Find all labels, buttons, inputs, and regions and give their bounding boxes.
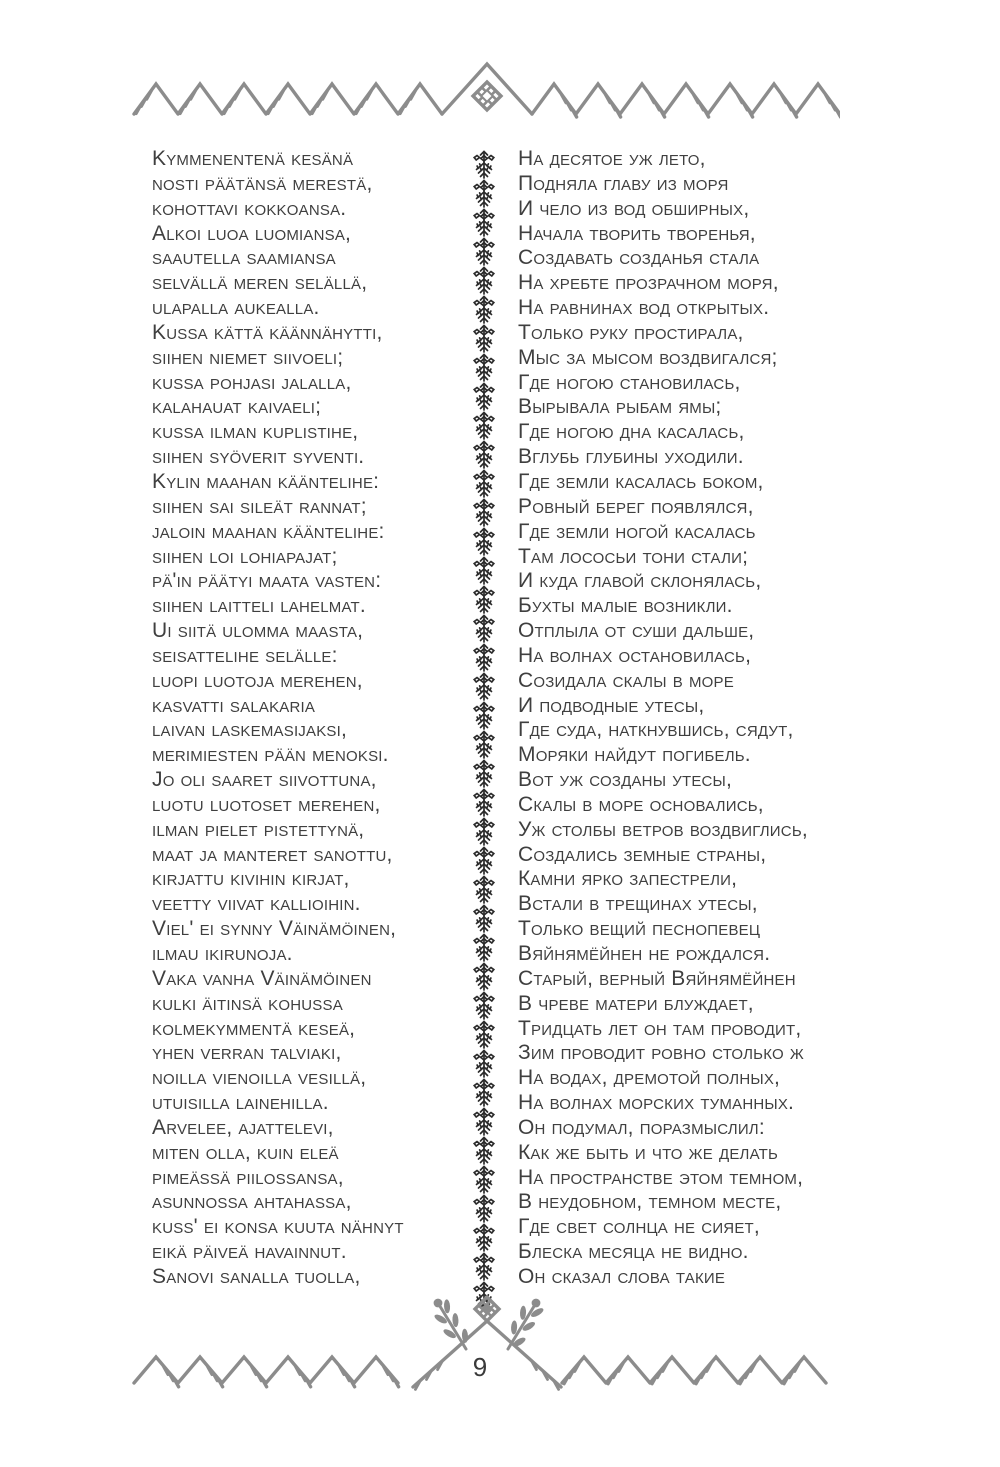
verse-line: Мыс за мысом воздвигался;	[518, 345, 778, 369]
tree-of-life-icon	[471, 411, 497, 440]
tree-of-life-icon	[471, 1165, 497, 1194]
verse-line: maat ja manteret sanottu,	[152, 842, 393, 866]
verse-line: kuss' ei konsa kuuta nähnyt	[152, 1215, 404, 1239]
verse-line: asunnossa ahtahassa,	[152, 1190, 352, 1214]
verse-line: kussa ilman kuplistihe,	[152, 420, 359, 444]
tree-of-life-icon	[471, 1049, 497, 1078]
verse-line: На пространстве этом темном,	[518, 1165, 804, 1189]
tree-of-life-icon	[471, 933, 497, 962]
tree-of-life-icon	[471, 266, 497, 295]
verse-line: luotu luotoset merehen,	[152, 792, 381, 816]
verse-line: Встали в трещинах утесы,	[518, 892, 758, 916]
verse-line: utuisilla lainehilla.	[152, 1091, 329, 1115]
verse-line: Вяйнямёйнен не рождался.	[518, 942, 771, 965]
verse-line: kussa pohjasi jalalla,	[152, 370, 352, 394]
tree-of-life-icon	[471, 382, 497, 411]
verse-line: На волнах морских туманных.	[518, 1091, 795, 1115]
verse-line: Блеска месяца не видно.	[518, 1240, 749, 1264]
verse-line: Он подумал, поразмыслил:	[518, 1115, 765, 1139]
verse-line: На десятое уж лето,	[518, 147, 706, 170]
verse-line: miten olla, kuin eleä	[152, 1140, 339, 1164]
verse-line: noilla vienoilla vesillä,	[152, 1066, 367, 1090]
verse-line: Alkoi luoa luomiansa,	[152, 221, 352, 245]
tree-of-life-icon	[471, 904, 497, 933]
verse-line: Создавать созданья стала	[518, 246, 760, 270]
russian-verse-column	[518, 147, 888, 1290]
verse-line: Kymmenentenä kesänä	[152, 147, 354, 170]
verse-line: yhen verran talviaki,	[152, 1041, 342, 1065]
verse-line: siihen syöverit syventi.	[152, 445, 365, 469]
verse-line: siihen laitteli lahelmat.	[152, 594, 366, 618]
tree-of-life-icon	[471, 672, 497, 701]
tree-of-life-icon	[471, 643, 497, 672]
tree-of-life-icon	[471, 1136, 497, 1165]
verse-line: kulki äitinsä kohussa	[152, 991, 343, 1015]
tree-of-life-icon	[471, 527, 497, 556]
verse-line: На хребте прозрачном моря,	[518, 271, 779, 295]
verse-line: Где ногою дна касалась,	[518, 420, 745, 444]
verse-line: ilmau ikirunoja.	[152, 942, 293, 965]
verse-line: Где ногою становилась,	[518, 370, 741, 394]
verse-line: Скалы в море основались,	[518, 792, 764, 816]
verse-line: Отплыла от суши дальше,	[518, 619, 755, 643]
verse-line: Vaka vanha Väinämöinen	[152, 966, 372, 990]
tree-of-life-icon	[471, 817, 497, 846]
tree-of-life-icon	[471, 614, 497, 643]
verse-line: seisattelihe selälle:	[152, 643, 338, 667]
tree-of-life-icon	[471, 324, 497, 353]
verse-line: И подводные утесы,	[518, 693, 705, 717]
tree-of-life-icon	[471, 730, 497, 759]
verse-line: Камни ярко запестрели,	[518, 867, 738, 891]
verse-line: ilman pielet pistettynä,	[152, 817, 365, 841]
verse-line: kasvatti salakaria	[152, 693, 316, 717]
tree-of-life-icon	[471, 295, 497, 324]
finnish-verse-column	[152, 147, 482, 1290]
verse-line: merimiesten pään menoksi.	[152, 743, 389, 767]
verse-line: siihen niemet siivoeli;	[152, 345, 344, 369]
verse-line: На волнах остановилась,	[518, 643, 752, 667]
verse-line: kirjattu kivihin kirjat,	[152, 867, 350, 891]
verse-line: laivan laskemasijaksi,	[152, 718, 348, 742]
verse-line: veetty viivat kallioihin.	[152, 892, 361, 916]
verse-line: Начала творить творенья,	[518, 221, 756, 245]
verse-line: Где земли касалась боком,	[518, 469, 764, 493]
verse-line: kohottavi kokkoansa.	[152, 196, 347, 220]
verse-line: Где свет солнца не сияет,	[518, 1215, 760, 1239]
verse-line: Моряки найдут погибель.	[518, 743, 751, 767]
verse-line: eikä päiveä havainnut.	[152, 1240, 347, 1264]
tree-of-life-icon	[471, 846, 497, 875]
tree-of-life-icon	[471, 1194, 497, 1223]
verse-line: Тридцать лет он там проводит,	[518, 1016, 802, 1040]
tree-of-life-icon	[471, 1252, 497, 1281]
tree-of-life-icon	[471, 1107, 497, 1136]
tree-of-life-icon	[471, 150, 497, 179]
verse-line: nosti päätänsä merestä,	[152, 171, 373, 195]
verse-line: Kussa kättä käännähytti,	[152, 320, 383, 344]
tree-of-life-icon	[471, 962, 497, 991]
verse-line: Бухты малые возникли.	[518, 594, 733, 618]
verse-line: Уж столбы ветров воздвиглись,	[518, 817, 808, 841]
top-border-ornament	[120, 56, 840, 136]
tree-of-life-icon	[471, 585, 497, 614]
verse-line: Ui siitä ulomma maasta,	[152, 619, 364, 643]
verse-line: Создались земные страны,	[518, 842, 767, 866]
tree-of-life-icon	[471, 556, 497, 585]
tree-of-life-icon	[471, 179, 497, 208]
tree-of-life-icon	[471, 1223, 497, 1252]
verse-line: luopi luotoja merehen,	[152, 668, 363, 692]
page-number: 9	[472, 1352, 488, 1382]
verse-line: saautella saamiansa	[152, 246, 336, 270]
verse-line: Старый, верный Вяйнямёйнен	[518, 966, 796, 990]
tree-of-life-icon	[471, 353, 497, 382]
verse-line: И чело из вод обширных,	[518, 196, 750, 220]
verse-line: ulapalla aukealla.	[152, 296, 320, 320]
tree-of-life-icon	[471, 498, 497, 527]
tree-of-life-icon	[471, 788, 497, 817]
verse-line: kolmekymmentä keseä,	[152, 1016, 356, 1040]
verse-line: Viel' ei synny Väinämöinen,	[152, 917, 397, 941]
verse-line: pä'in päätyi maata vasten:	[152, 569, 382, 593]
verse-line: Arvelee, ajattelevi,	[152, 1115, 334, 1139]
verse-line: На равнинах вод открытых.	[518, 296, 770, 320]
verse-line: На водах, дремотой полных,	[518, 1066, 781, 1090]
verse-line: Он сказал слова такие	[518, 1264, 726, 1288]
verse-line: selvällä meren selällä,	[152, 271, 368, 295]
verse-line: Только вещий песнопевец	[518, 917, 761, 941]
tree-of-life-icon	[471, 701, 497, 730]
verse-line: Вырывала рыбам ямы;	[518, 395, 722, 419]
verse-line: И куда главой склонялась,	[518, 569, 762, 593]
tree-of-life-icon	[471, 1020, 497, 1049]
verse-line: jaloin maahan kääntelihe:	[152, 519, 385, 543]
tree-of-life-icon	[471, 208, 497, 237]
tree-of-life-icon	[471, 237, 497, 266]
verse-line: В неудобном, темном месте,	[518, 1190, 782, 1214]
verse-line: Только руку простирала,	[518, 320, 744, 344]
verse-line: pimeässä piilossansa,	[152, 1165, 344, 1189]
verse-line: Зим проводит ровно столько ж	[518, 1041, 804, 1065]
verse-line: Sanovi sanalla tuolla,	[152, 1264, 361, 1288]
verse-line: Там лососьи тони стали;	[518, 544, 749, 568]
tree-of-life-icon	[471, 875, 497, 904]
verse-line: Вглубь глубины уходили.	[518, 445, 744, 469]
verse-line: Где суда, наткнувшись, сядут,	[518, 718, 794, 742]
tree-of-life-icon	[471, 469, 497, 498]
verse-line: Kylin maahan kääntelihe:	[152, 469, 380, 493]
tree-of-life-icon	[471, 1078, 497, 1107]
verse-line: Вот уж созданы утесы,	[518, 768, 733, 792]
verse-line: Созидала скалы в море	[518, 668, 734, 692]
verse-line: Jo oli saaret siivottuna,	[152, 768, 377, 792]
verse-line: Подняла главу из моря	[518, 171, 729, 195]
verse-line: В чреве матери блуждает,	[518, 991, 754, 1015]
verse-line: Как же быть и что же делать	[518, 1140, 779, 1164]
verse-line: siihen sai sileät rannat;	[152, 494, 367, 518]
verse-line: kalahauat kaivaeli;	[152, 395, 322, 419]
tree-of-life-icon	[471, 440, 497, 469]
verse-line: siihen loi lohiapajat;	[152, 544, 338, 568]
column-divider-ornament	[470, 150, 498, 1288]
verse-line: Ровный берег появлялся,	[518, 494, 754, 518]
verse-line: Где земли ногой касалась	[518, 519, 756, 543]
tree-of-life-icon	[471, 991, 497, 1020]
tree-of-life-icon	[471, 759, 497, 788]
